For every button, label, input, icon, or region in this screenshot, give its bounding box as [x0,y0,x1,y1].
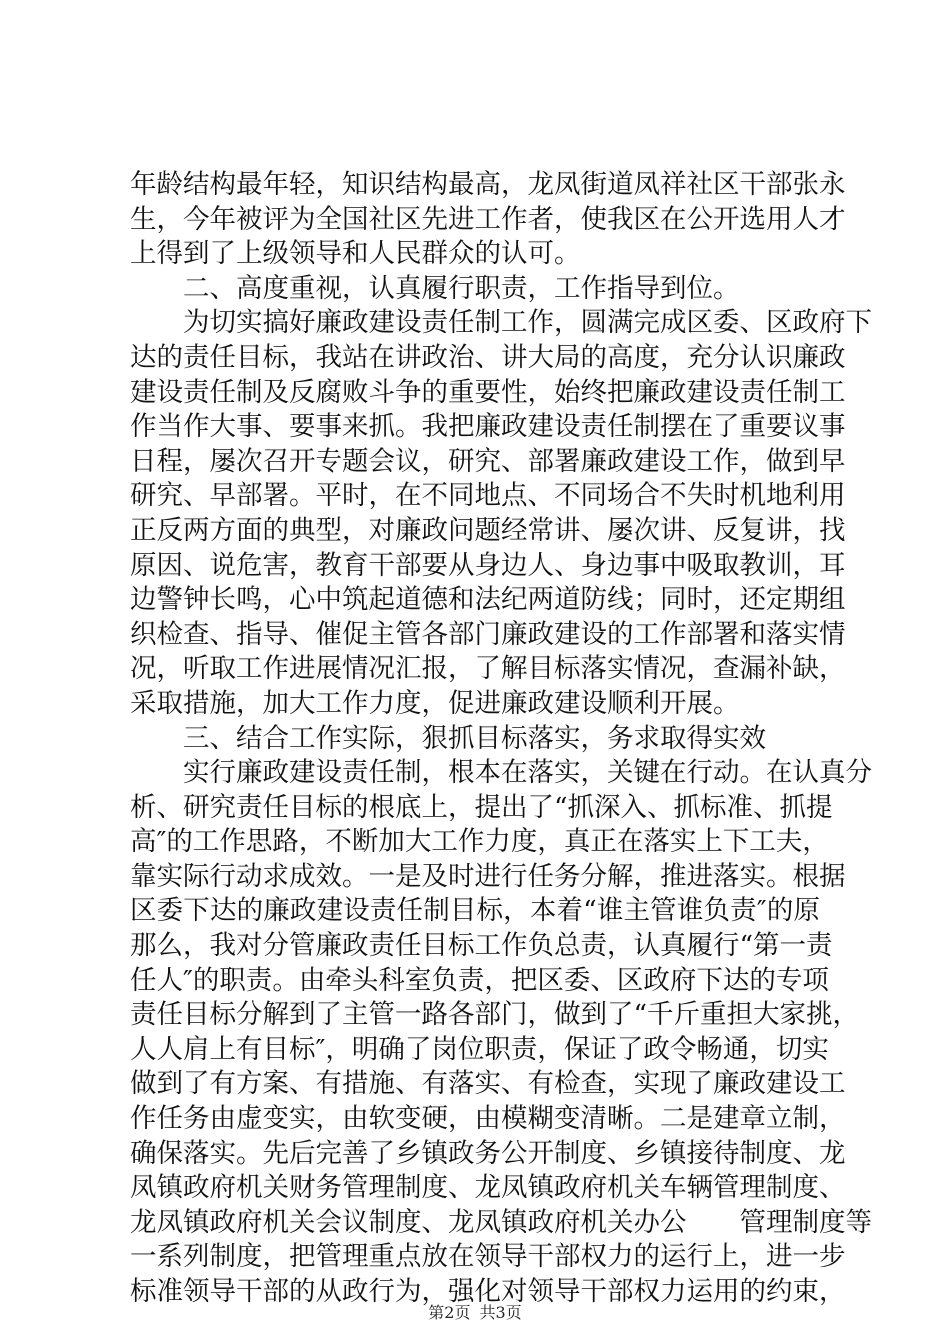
text-line: 为切实搞好廉政建设责任制工作，圆满完成区委、区政府下 [130,307,872,339]
text-line: 龙凤镇政府机关会议制度、龙凤镇政府机关办公 管理制度等 [130,1206,872,1238]
text-line: 上得到了上级领导和人民群众的认可。 [130,238,581,270]
text-line: 区委下达的廉政建设责任制目标，本着“谁主管谁负责″的原 [130,895,820,927]
text-line: 确保落实。先后完善了乡镇政务公开制度、乡镇接待制度、龙 [130,1137,846,1169]
text-line: 靠实际行动求成效。一是及时进行任务分解，推进落实。根据 [130,860,846,892]
text-line: 织检查、指导、催促主管各部门廉政建设的工作部署和落实情 [130,618,846,650]
text-line: 生，今年被评为全国社区先进工作者，使我区在公开选用人才 [130,203,846,235]
text-line: 原因、说危害，教育干部要从身边人、身边事中吸取教训，耳 [130,549,846,581]
text-line: 一系列制度，把管理重点放在领导干部权力的运行上，进一步 [130,1241,846,1273]
text-line: 析、研究责任目标的根底上，提出了“抓深入、抓标准、抓提 [130,791,833,823]
page-footer [0,1300,950,1323]
text-line: 况，听取工作进展情况汇报，了解目标落实情况，查漏补缺， [130,653,846,685]
text-line: 实行廉政建设责任制，根本在落实，关键在行动。在认真分 [130,757,872,789]
text-line: 正反两方面的典型，对廉政问题经常讲、屡次讲、反复讲，找 [130,514,846,546]
text-line: 高″的工作思路，不断加大工作力度，真正在落实上下工夫， [130,826,829,858]
text-line: 年龄结构最年轻，知识结构最高，龙凤街道凤祥社区干部张永 [130,169,846,200]
page-total: 共3页 [479,1303,522,1322]
text-line: 标准领导干部的从政行为，强化对领导干部权力运用的约束， [130,1276,846,1307]
text-line: 三、结合工作实际，狠抓目标落实，务求取得实效 [130,722,766,754]
text-line: 边警钟长鸣，心中筑起道德和法纪两道防线；同时，还定期组 [130,584,846,616]
text-line: 凤镇政府机关财务管理制度、龙凤镇政府机关车辆管理制度、 [130,1172,846,1204]
text-line: 研究、早部署。平时，在不同地点、不同场合不失时机地利用 [130,480,846,512]
page-number: 第2页 [428,1303,471,1322]
text-line: 作当作大事、要事来抓。我把廉政建设责任制摆在了重要议事 [130,411,846,443]
text-line: 二、高度重视，认真履行职责，工作指导到位。 [130,272,740,304]
text-line: 采取措施，加大工作力度，促进廉政建设顺利开展。 [130,687,740,719]
text-line: 建设责任制及反腐败斗争的重要性，始终把廉政建设责任制工 [130,376,846,408]
text-line: 任人″的职责。由牵头科室负责，把区委、区政府下达的专项 [130,964,829,996]
body-text [130,168,872,1310]
text-line: 日程，屡次召开专题会议，研究、部署廉政建设工作，做到早 [130,445,846,477]
text-line: 责任目标分解到了主管一路各部门，做到了“千斤重担大家挑， [130,999,860,1031]
text-line: 那么，我对分管廉政责任目标工作负总责，认真履行“第一责 [130,930,833,962]
text-line: 作任务由虚变实，由软变硬，由模糊变清晰。二是建章立制， [130,1103,846,1135]
text-line: 人人肩上有目标″，明确了岗位职责，保证了政令畅通，切实 [130,1033,829,1065]
text-line: 做到了有方案、有措施、有落实、有检查，实现了廉政建设工 [130,1068,846,1100]
text-line: 达的责任目标，我站在讲政治、讲大局的高度，充分认识廉政 [130,341,846,373]
